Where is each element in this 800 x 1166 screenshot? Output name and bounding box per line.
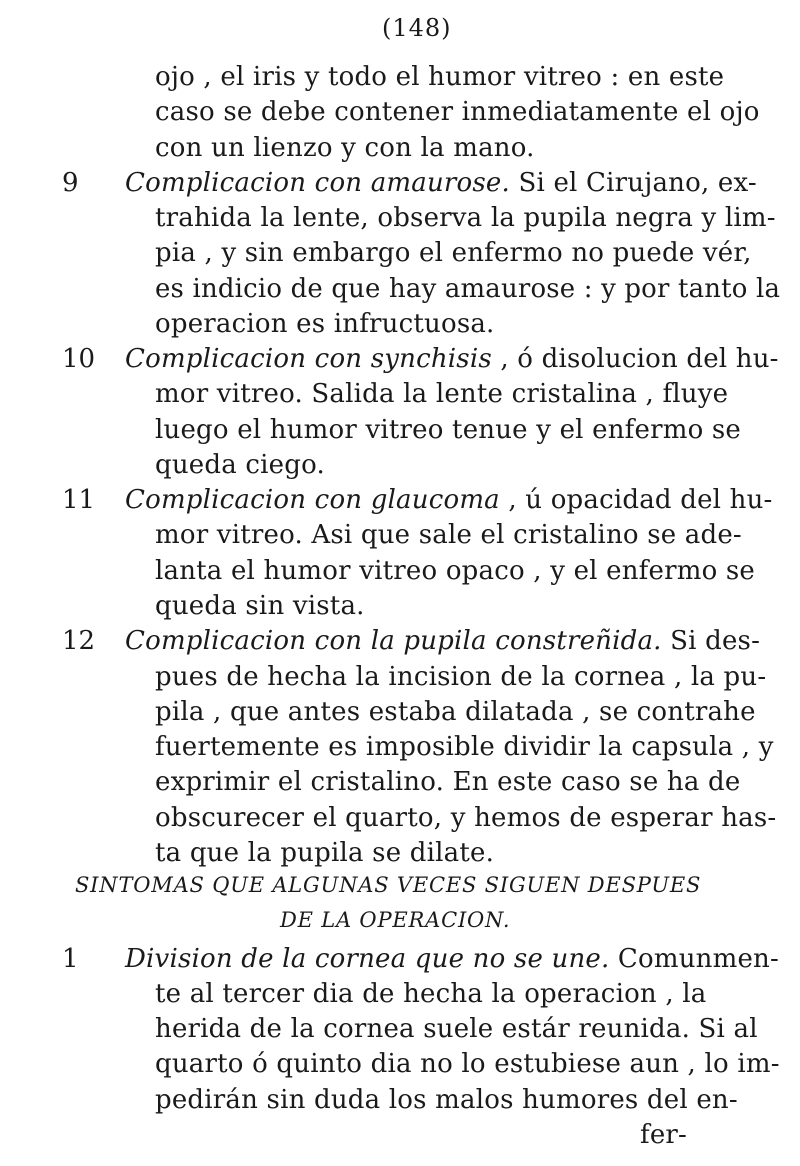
section-heading-line2: DE LA OPERACION. bbox=[280, 908, 511, 932]
text-line: pia , y sin embargo el enfermo no puede vér, bbox=[155, 238, 752, 268]
entry-title: Complicacion con synchisis bbox=[125, 344, 492, 374]
text-line: te al tercer dia de hecha la operacion , la bbox=[155, 979, 707, 1009]
entry-number: 12 bbox=[62, 626, 96, 656]
entry-first-line bbox=[125, 946, 779, 972]
text-line: quarto ó quinto dia no lo estubiese aun , lo im- bbox=[155, 1049, 780, 1079]
entry-title: Complicacion con la pupila constreñida. bbox=[125, 626, 662, 656]
entry-number: 11 bbox=[62, 485, 96, 515]
text-line: fuertemente es imposible dividir la capsula , y bbox=[155, 732, 774, 762]
text-line: queda ciego. bbox=[155, 450, 325, 480]
entry-number: 1 bbox=[62, 944, 79, 974]
text-line: trahida la lente, observa la pupila negra y lim- bbox=[155, 203, 776, 233]
page-number: (148) bbox=[382, 14, 452, 42]
text-line: operacion es infructuosa. bbox=[155, 309, 495, 339]
text-line: pedirán sin duda los malos humores del en- bbox=[155, 1085, 738, 1115]
entry-text: , ó disolucion del hu- bbox=[491, 344, 779, 374]
text-line: lanta el humor vitreo opaco , y el enfermo se bbox=[155, 556, 756, 586]
text-line: es indicio de que hay amaurose : y por tanto la bbox=[155, 274, 781, 304]
entry-first-line bbox=[125, 170, 757, 196]
text-line: queda sin vista. bbox=[155, 591, 365, 621]
text-line: mor vitreo. Salida la lente cristalina , fluye bbox=[155, 379, 729, 409]
entry-first-line bbox=[125, 628, 760, 654]
entry-title: Complicacion con glaucoma bbox=[125, 485, 500, 515]
text-line: ojo , el iris y todo el humor vitreo : en este bbox=[155, 62, 725, 92]
entry-number: 9 bbox=[62, 168, 79, 198]
entry-text: Si des- bbox=[661, 626, 761, 656]
text-line: herida de la cornea suele estár reunida. Si al bbox=[155, 1014, 758, 1044]
catchword: fer- bbox=[640, 1120, 688, 1150]
entry-text: Comunmen- bbox=[609, 944, 779, 974]
entry-text: Si el Cirujano, ex- bbox=[509, 168, 757, 198]
text-line: obscurecer el quarto, y hemos de esperar has- bbox=[155, 803, 777, 833]
text-line: exprimir el cristalino. En este caso se ha de bbox=[155, 767, 741, 797]
entry-first-line bbox=[125, 346, 779, 372]
text-line: pues de hecha la incision de la cornea , la pu- bbox=[155, 662, 767, 692]
text-line: ta que la pupila se dilate. bbox=[155, 838, 495, 868]
entry-text: , ú opacidad del hu- bbox=[499, 485, 773, 515]
text-line: luego el humor vitreo tenue y el enfermo se bbox=[155, 415, 742, 445]
text-line: con un lienzo y con la mano. bbox=[155, 133, 535, 163]
section-heading: SINTOMAS QUE ALGUNAS VECES SIGUEN DESPUES bbox=[75, 873, 702, 897]
text-line: mor vitreo. Asi que sale el cristalino se ade- bbox=[155, 520, 742, 550]
entry-first-line bbox=[125, 487, 773, 513]
entry-title: Complicacion con amaurose. bbox=[125, 168, 510, 198]
text-line: pila , que antes estaba dilatada , se contrahe bbox=[155, 697, 756, 727]
entry-number: 10 bbox=[62, 344, 96, 374]
text-line: caso se debe contener inmediatamente el ojo bbox=[155, 97, 760, 127]
entry-title: Division de la cornea que no se une. bbox=[125, 944, 610, 974]
